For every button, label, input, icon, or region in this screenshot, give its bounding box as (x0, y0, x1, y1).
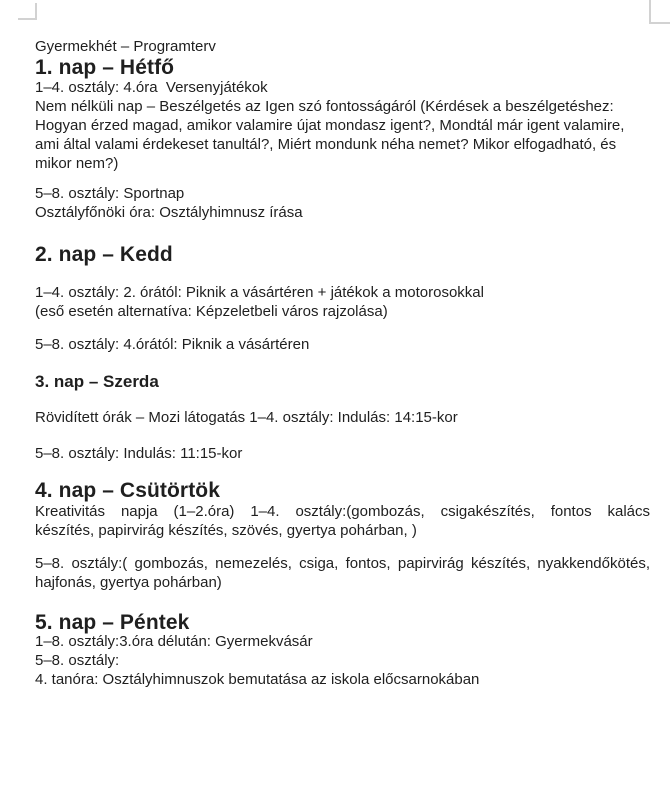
text-line: ami által valami érdekeset tanultál?, Miért mondunk néha nemet? Mikor elfogadható, és (35, 135, 617, 153)
text-line: 5–8. osztály:( gombozás, nemezelés, csiga, fontos, papirvirág készítés, nyakkendőkötés, (35, 555, 650, 572)
text-line: mikor nem?) (35, 154, 119, 172)
day-1-paragraph-1 (35, 79, 650, 174)
day-1-heading: 1. nap – Hétfő (35, 56, 175, 79)
day-2-paragraph-1 (35, 284, 650, 322)
text-line: Nem nélküli nap – Beszélgetés az Igen szó fontosságáról (Kérdések a beszélgetéshez: (35, 97, 614, 115)
day-2-paragraph-2 (35, 336, 650, 355)
text-line: hajfonás, gyertya pohárban) (35, 573, 222, 591)
day-2-heading: 2. nap – Kedd (35, 243, 173, 266)
day-4-heading: 4. nap – Csütörtök (35, 479, 220, 502)
text-line: 5–8. osztály: (35, 651, 120, 669)
text-line: 5–8. osztály: 4.órától: Piknik a vásártéren (35, 336, 310, 353)
text-line: 5–8. osztály: Sportnap (35, 185, 185, 202)
text-boundary-mark-top-right (649, 0, 670, 24)
text-line: 4. tanóra: Osztályhimnuszok bemutatása az iskola előcsarnokában (35, 670, 480, 688)
day-4-paragraph-2 (35, 555, 650, 593)
text-line: 5–8. osztály: Indulás: 11:15-kor (35, 445, 243, 462)
day-3-paragraph-1 (35, 409, 650, 428)
text-boundary-mark-top-left (18, 3, 37, 20)
day-3-heading: 3. nap – Szerda (35, 372, 159, 391)
day-5-paragraph-1 (35, 633, 650, 690)
text-line: 1–4. osztály: 2. órától: Piknik a vásártéren + játékok a motorosokkal (35, 284, 484, 301)
text-line: Rövidített órák – Mozi látogatás 1–4. osztály: Indulás: 14:15-kor (35, 409, 458, 426)
document-title: Gyermekhét – Programterv (35, 38, 216, 55)
day-3-paragraph-2 (35, 445, 650, 464)
text-line: Osztályfőnöki óra: Osztályhimnusz írása (35, 203, 303, 221)
text-line: Kreativitás napja (1–2.óra) 1–4. osztály:(gombozás, csigakészítés, fontos kalács (35, 503, 650, 520)
text-line: készítés, papirvirág készítés, szövés, gyertya pohárban, ) (35, 521, 417, 539)
day-4-paragraph-1 (35, 503, 650, 541)
day-1-paragraph-2 (35, 185, 650, 223)
day-5-heading: 5. nap – Péntek (35, 611, 190, 634)
text-line: (eső esetén alternatíva: Képzeletbeli város rajzolása) (35, 302, 388, 320)
text-line: 1–8. osztály:3.óra délután: Gyermekvásár (35, 633, 313, 650)
text-line: Hogyan érzed magad, amikor valamire újat mondasz igent?, Mondtál már igent valamire, (35, 116, 625, 134)
text-line: 1–4. osztály: 4.óra Versenyjátékok (35, 79, 268, 96)
